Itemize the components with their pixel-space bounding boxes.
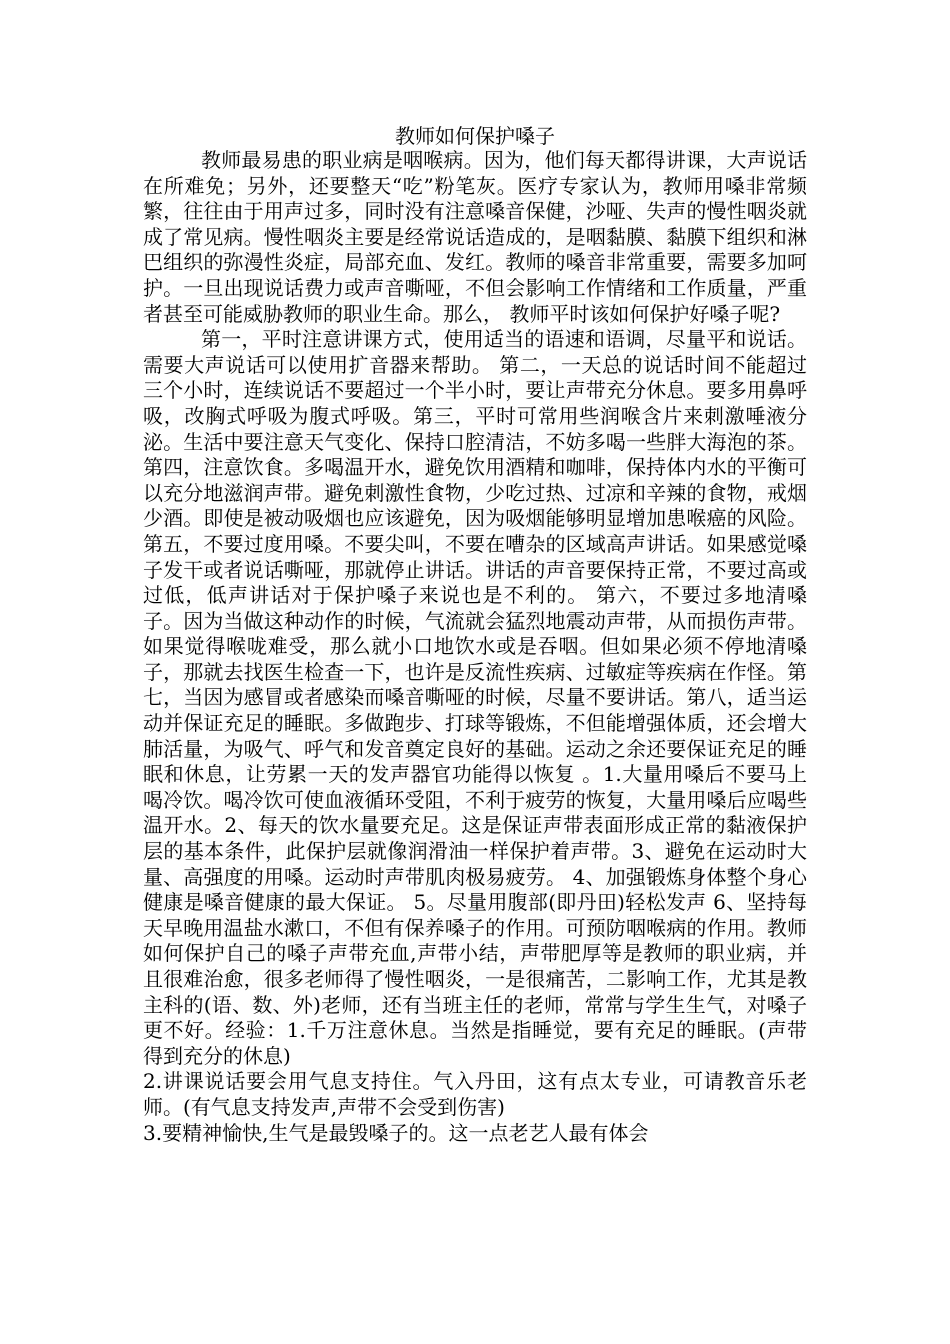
paragraph-experience-2: 2.讲课说话要会用气息支持住。气入丹田，这有点太专业，可请教音乐老师。(有气息支持发声,声带不会受到伤害) — [143, 1069, 807, 1119]
paragraph-experience-3: 3.要精神愉快,生气是最毁嗓子的。这一点老艺人最有体会 — [143, 1120, 649, 1145]
paragraph-intro: 教师最易患的职业病是咽喉病。因为，他们每天都得讲课，大声说话在所难免；另外，还要整天“吃”粉笔灰。医疗专家认为，教师用嗓非常频繁，往往由于用声过多，同时没有注意嗓音保健，沙哑、失声的慢性咽炎就成了常见病。慢性咽炎主要是经常说话造成的，是咽黏膜、黏膜下组织和淋巴组织的弥漫性炎症，局部充血、发红。教师的嗓音非常重要，需要多加呵护。一旦出现说话费力或声音嘶哑，不但会影响工作情绪和工作质量，严重者甚至可能威胁教师的职业生命。那么， 教师平时该如何保护好嗓子呢? — [143, 148, 807, 326]
document-page — [143, 124, 807, 1146]
paragraph-tips: 第一，平时注意讲课方式，使用适当的语速和语调，尽量平和说话。需要大声说话可以使用扩音器来帮助。 第二，一天总的说话时间不能超过三个小时，连续说话不要超过一个半小时，要让声带充分休息。要多用鼻呼吸，改胸式呼吸为腹式呼吸。第三，平时可常用些润喉含片来刺激唾液分泌。生活中要注意天气变化、保持口腔清洁，不妨多喝一些胖大海泡的茶。第四，注意饮食。多喝温开水，避免饮用酒精和咖啡，保持体内水的平衡可以充分地滋润声带。避免刺激性食物，少吃过热、过凉和辛辣的食物，戒烟少酒。即使是被动吸烟也应该避免，因为吸烟能够明显增加患喉癌的风险。第五，不要过度用嗓。不要尖叫，不要在嘈杂的区域高声讲话。如果感觉嗓子发干或者说话嘶哑，那就停止讲话。讲话的声音要保持正常，不要过高或过低，低声讲话对于保护嗓子来说也是不利的。 第六，不要过多地清嗓子。因为当做这种动作的时候，气流就会猛烈地震动声带，从而损伤声带。如果觉得喉咙难受，那么就小口地饮水或是吞咽。但如果必须不停地清嗓子，那就去找医生检查一下，也许是反流性疾病、过敏症等疾病在作怪。第七，当因为感冒或者感染而嗓音嘶哑的时候，尽量不要讲话。第八，适当运动并保证充足的睡眠。多做跑步、打球等锻炼，不但能增强体质，还会增大肺活量，为吸气、呼气和发音奠定良好的基础。运动之余还要保证充足的睡眠和休息，让劳累一天的发声器官功能得以恢复 。1.大量用嗓后不要马上喝冷饮。喝冷饮可使血液循环受阻，不利于疲劳的恢复，大量用嗓后应喝些温开水。2、每天的饮水量要充足。这是保证声带表面形成正常的黏液保护层的基本条件，此保护层就像润滑油一样保护着声带。3、避免在运动时大量、高强度的用嗓。运动时声带肌肉极易疲劳。 4、加强锻炼身体整个身心健康是嗓音健康的最大保证。 5。尽量用腹部(即丹田)轻松发声 6、坚持每天早晚用温盐水漱口，不但有保养嗓子的作用。可预防咽喉病的作用。教师如何保护自己的嗓子声带充血,声带小结，声带肥厚等是教师的职业病，并且很难治愈，很多老师得了慢性咽炎，一是很痛苦，二影响工作，尤其是教主科的(语、数、外)老师，还有当班主任的老师，常常与学生生气，对嗓子更不好。经验：1.千万注意休息。当然是指睡觉，要有充足的睡眠。(声带得到充分的休息) — [143, 327, 807, 1068]
document-title: 教师如何保护嗓子 — [395, 124, 555, 148]
